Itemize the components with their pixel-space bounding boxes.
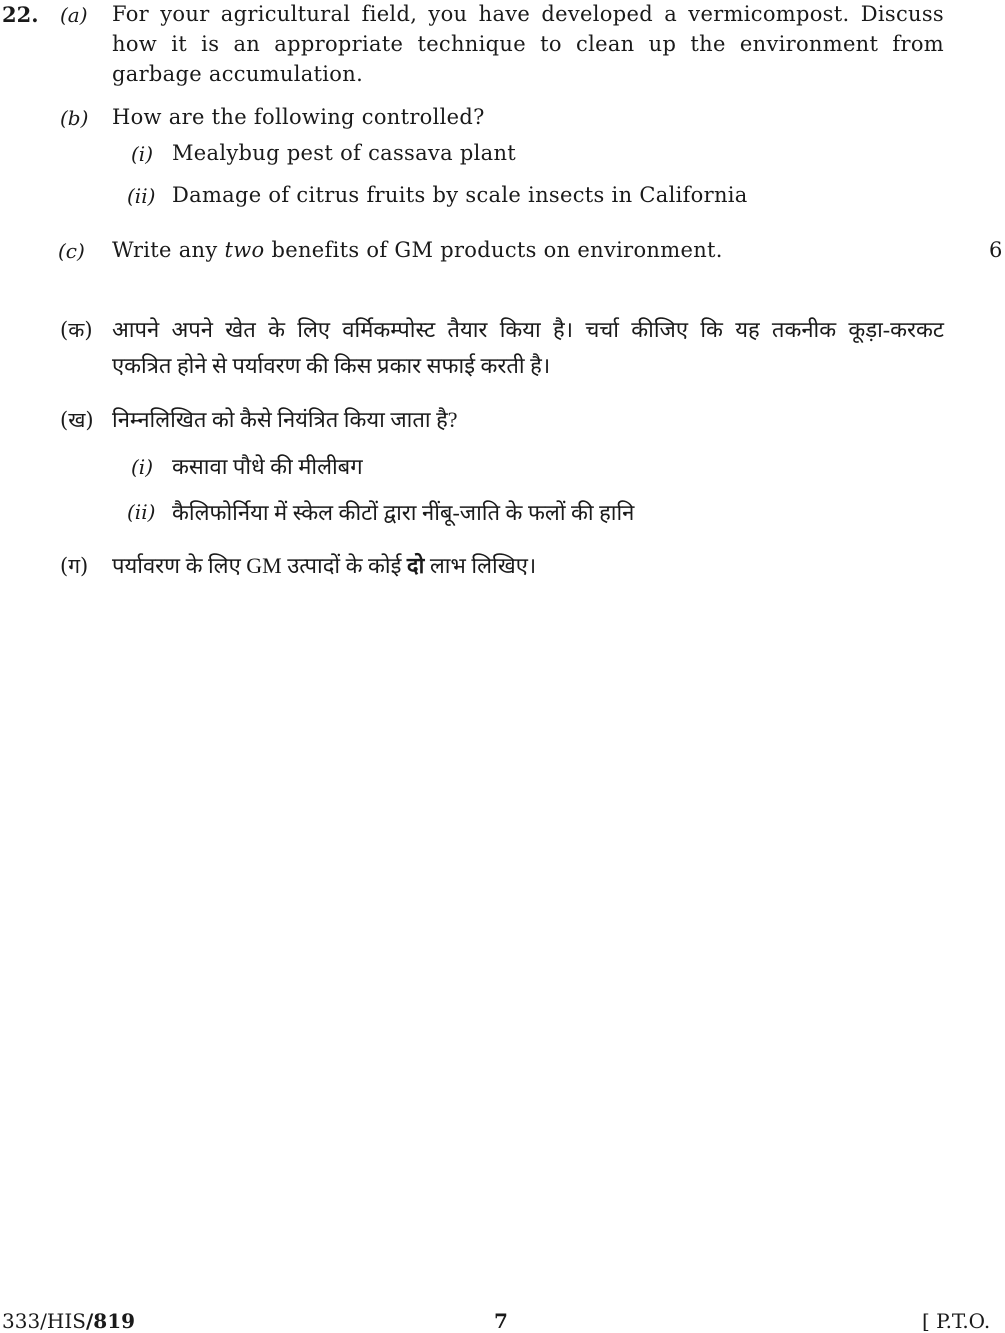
part-b-label: (b) [60,106,89,130]
paper-code-prefix: 333/HIS [2,1309,86,1333]
hindi-part-a-line-1: आपने अपने खेत के लिए वर्मिकम्पोस्ट तैयार किया है। चर्चा कीजिए कि यह तकनीक कूड़ा-करकट [112,317,944,342]
hindi-part-a-label: (क) [60,318,93,342]
part-c-text-before: Write any [112,238,225,262]
hindi-part-b-item-2-label: (ii) [127,500,156,524]
part-b-item-2-text: Damage of citrus fruits by scale insects in California [172,183,748,207]
paper-code-suffix: /819 [85,1309,136,1333]
hindi-part-c-text [112,550,536,580]
question-number: 22. [2,2,39,27]
hindi-part-c-text-bold: दो [406,553,425,578]
part-b-item-1-label: (i) [131,142,154,166]
hindi-part-c-label: (ग) [60,554,89,578]
hindi-part-b-item-1-label: (i) [131,455,154,479]
part-c-text-italic: two [224,238,265,262]
hindi-part-b-item-2-text: कैलिफोर्निया में स्केल कीटों द्वारा नींबू-जाति के फलों की हानि [172,500,635,525]
hindi-part-b-label: (ख) [60,408,94,432]
part-a-line-3: garbage accumulation. [112,62,364,86]
hindi-part-b-item-1-text: कसावा पौधे की मीलीबग [172,454,363,479]
part-b-item-1-text: Mealybug pest of cassava plant [172,141,517,165]
part-a-line-2: how it is an appropriate technique to clean up the environment from [112,32,944,56]
paper-code [2,1309,135,1333]
hindi-part-a-line-2: एकत्रित होने से पर्यावरण की किस प्रकार सफाई करती है। [112,353,551,378]
hindi-part-c-text-before: पर्यावरण के लिए GM उत्पादों के कोई [112,553,407,578]
hindi-part-b-text: निम्नलिखित को कैसे नियंत्रित किया जाता है? [112,407,458,432]
part-a-line-1: For your agricultural field, you have developed a vermicompost. Discuss [112,2,944,26]
part-c-text-after: benefits of GM products on environment. [264,238,723,262]
hindi-part-c-text-after: लाभ लिखिए। [424,553,537,578]
part-a-label: (a) [60,3,88,27]
page-number: 7 [494,1309,508,1333]
marks: 6 [989,238,1003,262]
part-c-label: (c) [58,239,85,263]
pto-label: [ P.T.O. [922,1309,991,1333]
part-b-item-2-label: (ii) [127,184,156,208]
part-b-text: How are the following controlled? [112,105,485,129]
part-c-text [112,238,723,262]
